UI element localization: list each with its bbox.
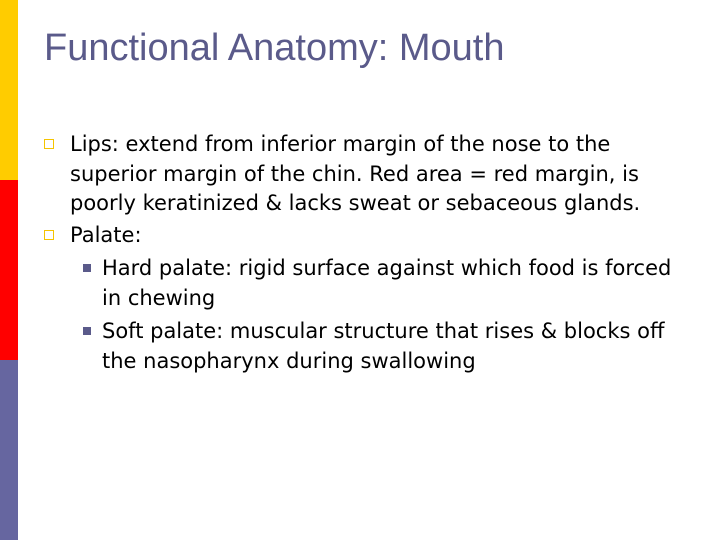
hollow-square-bullet-icon (44, 139, 54, 149)
hollow-square-bullet-icon (44, 230, 54, 240)
filled-square-bullet-icon (83, 327, 91, 335)
sub-bullet-text: Hard palate: rigid surface against which food is forced in chewing (102, 256, 672, 310)
bullet-palate (44, 221, 694, 377)
slide-title: Functional Anatomy: Mouth (44, 27, 505, 69)
sub-bullet-list (70, 254, 694, 376)
sub-bullet-soft-palate (70, 317, 694, 376)
filled-square-bullet-icon (83, 264, 91, 272)
accent-bar-purple (0, 360, 18, 540)
bullet-text: Lips: extend from inferior margin of the nose to the superior margin of the chin. Red area = red margin, is poorly keratinized & lacks sweat or sebaceous glands. (70, 132, 641, 215)
sub-bullet-text: Soft palate: muscular structure that rises & blocks off the nasopharynx during swallowing (102, 319, 665, 373)
accent-bar-red (0, 180, 18, 360)
bullet-lips (44, 130, 694, 219)
side-accent-bar (0, 0, 18, 540)
sub-bullet-hard-palate (70, 254, 694, 313)
bullet-list (44, 130, 694, 380)
accent-bar-yellow (0, 0, 18, 180)
bullet-text: Palate: (70, 222, 142, 247)
